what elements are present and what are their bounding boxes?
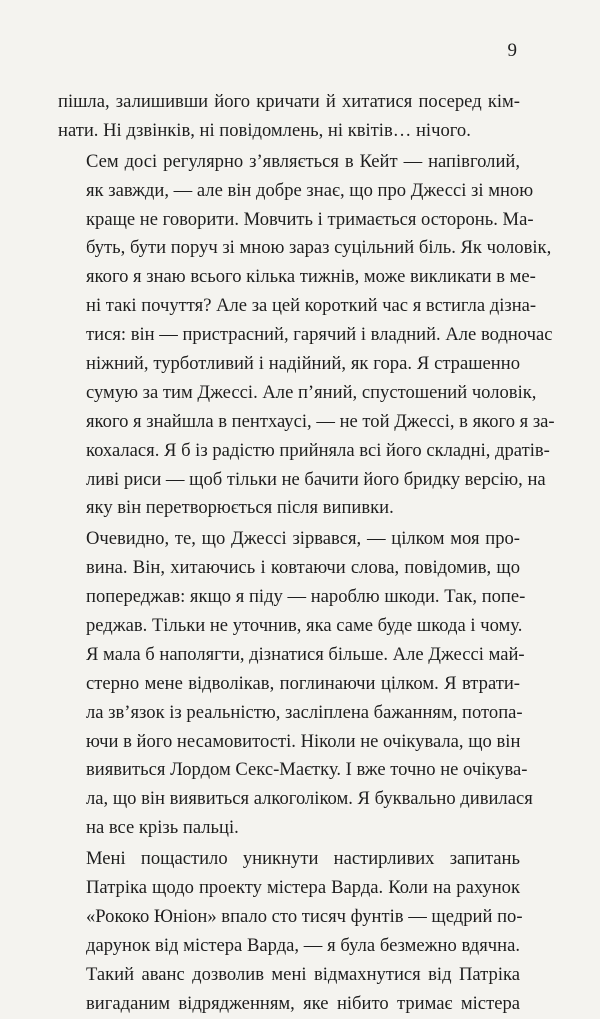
text-line: буть, бути поруч зі мною зараз суцільний біль. Як чоловік, [86, 237, 552, 259]
page-text [58, 88, 555, 1019]
text-line: ла, що він виявиться алкоголіком. Я буквально дивилася [86, 788, 533, 810]
text-line: Очевидно, те, що Джессі зірвався, — цілком моя про- [86, 528, 520, 550]
paragraph [58, 845, 523, 1018]
text-line: стерно мене відволікав, поглинаючи цілком. Я втрати- [86, 672, 520, 694]
text-line: «Рококо Юніон» впало сто тисяч фунтів — щедрий по- [86, 905, 523, 927]
text-line: Такий аванс дозволив мені відмахнутися від Патріка [86, 963, 520, 985]
paragraph [58, 88, 520, 146]
text-line: як завжди, — але він добре знає, що про Джессі зі мною [86, 179, 534, 201]
paragraph [58, 148, 555, 524]
paragraph [58, 525, 533, 843]
text-line: нати. Ні дзвінків, ні повідомлень, ні квітів… нічого. [58, 119, 471, 141]
text-line: якого я знаю всього кілька тижнів, може викликати в ме- [86, 266, 536, 288]
text-line: яку він перетворюється після випивки. [86, 497, 394, 519]
text-line: ливі риси — щоб тільки не бачити його бридку версію, на [86, 468, 546, 490]
text-line: кохалася. Я б із радістю прийняла всі його складні, дратів- [86, 439, 550, 461]
text-line: вигаданим відрядженням, яке нібито тримає містера [86, 992, 520, 1014]
text-line: на все крізь пальці. [86, 817, 239, 839]
text-line: Патріка щодо проекту містера Варда. Коли на рахунок [86, 877, 520, 899]
text-line: виявиться Лордом Секс-Маєтку. І вже точно не очікува- [86, 759, 528, 781]
text-line: якого я знайшла в пентхаусі, — не той Джессі, в якого я за- [86, 410, 555, 432]
text-line: Мені пощастило уникнути настирливих запитань [86, 848, 520, 870]
text-line: тися: він — пристрасний, гарячий і владний. Але водночас [86, 324, 553, 346]
text-line: Я мала б наполягти, дізнатися більше. Але Джессі май- [86, 643, 525, 665]
text-line: пішла, залишивши його кричати й хитатися посеред кім- [58, 91, 520, 112]
text-line: Сем досі регулярно з’являється в Кейт — напівголий, [86, 150, 520, 172]
text-line: попереджав: якщо я піду — нароблю шкоди. Так, попе- [86, 586, 526, 608]
text-line: ніжний, турботливий і надійний, як гора. Я страшенно [86, 353, 520, 375]
text-line: ючи в його несамовитості. Ніколи не очікувала, що він [86, 730, 521, 752]
text-line: ні такі почуття? Але за цей короткий час я встигла дізна- [86, 295, 537, 317]
text-line: краще не говорити. Мовчить і тримається осторонь. Ма- [86, 208, 534, 230]
page-number: 9 [507, 40, 517, 61]
text-line: вина. Він, хитаючись і ковтаючи слова, повідомив, що [86, 557, 520, 579]
text-line: сумую за тим Джессі. Але п’яний, спустошений чоловік, [86, 381, 537, 403]
text-line: реджав. Тільки не уточнив, яка саме буде шкода і чому. [86, 615, 523, 637]
text-line: ла зв’язок із реальністю, засліплена бажанням, потопа- [86, 701, 523, 723]
text-line: дарунок від містера Варда, — я була безмежно вдячна. [86, 934, 520, 956]
